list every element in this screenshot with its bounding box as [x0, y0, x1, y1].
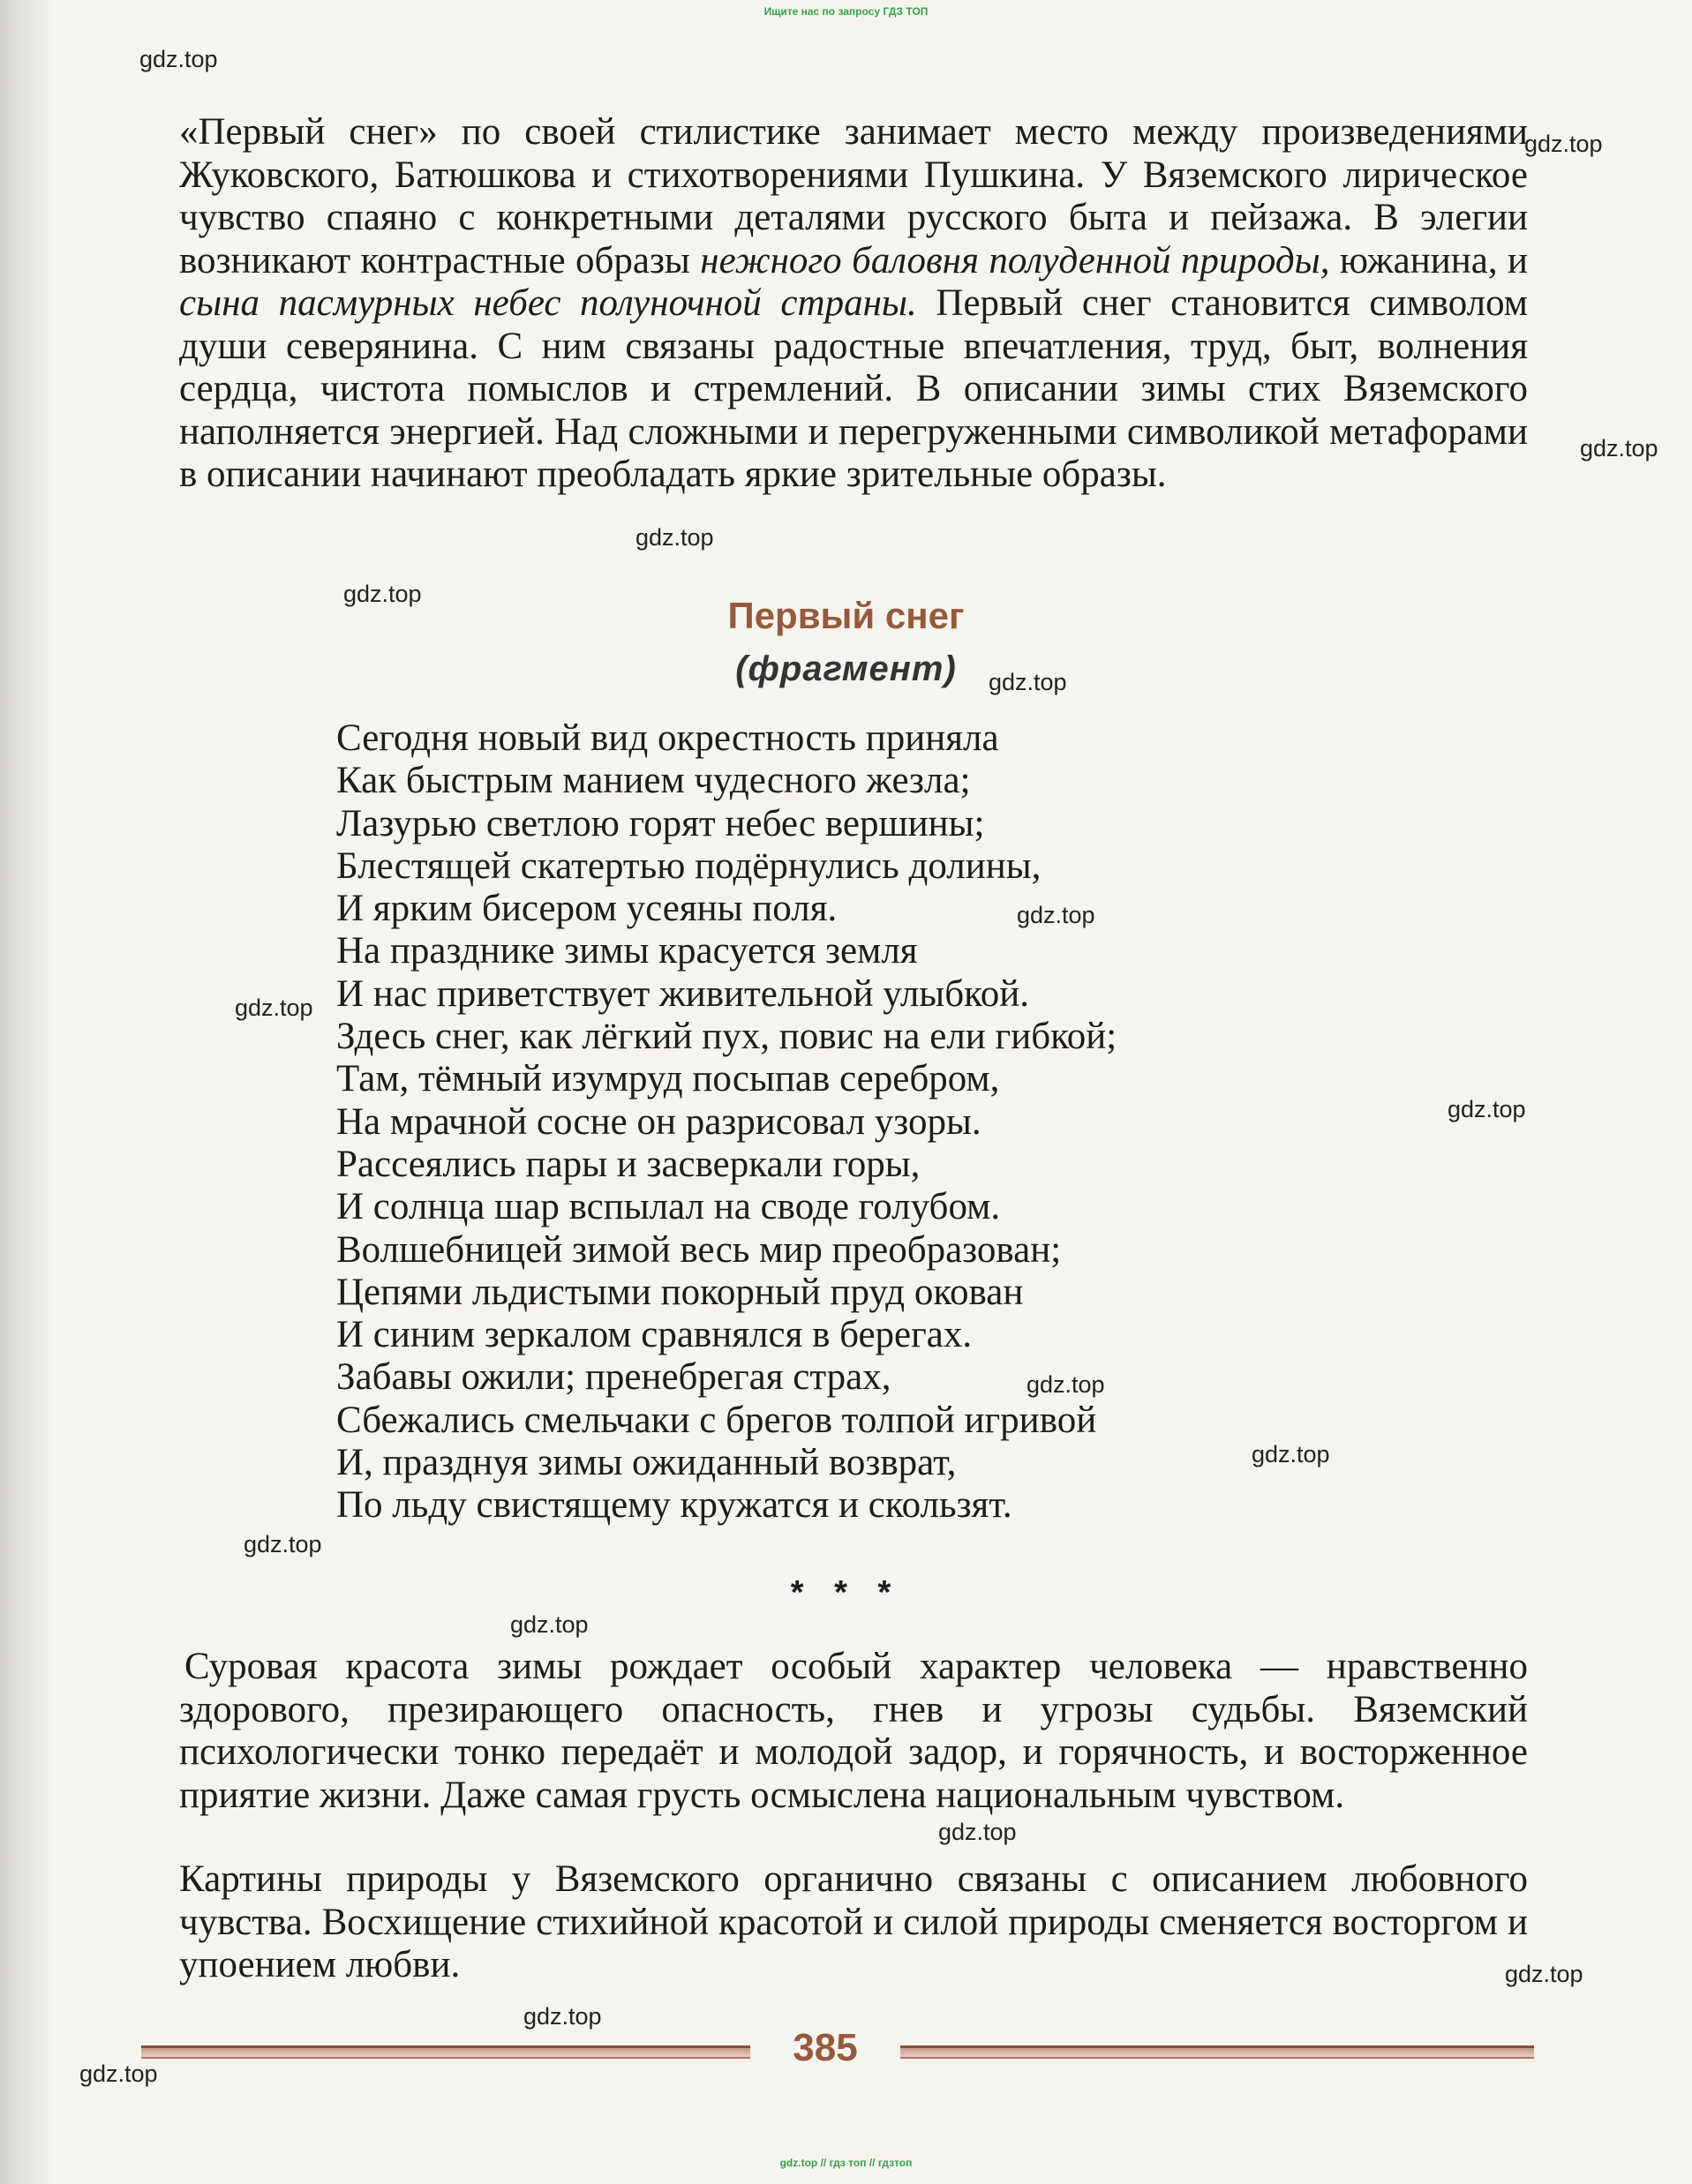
- paragraph-3: Картины природы у Вяземского органично связаны с описанием любовного чувства. Восхищение стихийной красотой и силой природы сменяется восторгом и упоением любви.: [179, 1858, 1528, 1985]
- page-number: 385: [793, 2026, 858, 2069]
- poem-line: Сегодня новый вид окрестность приняла: [336, 717, 999, 759]
- section-separator: * * *: [790, 1574, 902, 1611]
- poem-line: На мрачной сосне он разрисовал узоры.: [336, 1100, 981, 1143]
- poem-subtitle: (фрагмент): [735, 649, 957, 688]
- watermark: gdz.top: [343, 581, 422, 607]
- watermark: gdz.top: [989, 669, 1067, 695]
- watermark: gdz.top: [79, 2060, 158, 2087]
- poem-line: На празднике зимы красуется земля: [336, 930, 918, 972]
- watermark: gdz.top: [1580, 435, 1658, 462]
- poem-line: Лазурью светлою горят небес вершины;: [336, 802, 985, 844]
- watermark: gdz.top: [938, 1819, 1017, 1845]
- poem-line: Там, тёмный изумруд посыпав серебром,: [336, 1058, 1000, 1100]
- page-edge-shadow: [0, 0, 53, 2184]
- intro-italic-2: сына пасмурных небес полуночной страны.: [179, 282, 917, 324]
- poem-line: И ярким бисером усеяны поля.: [336, 888, 838, 930]
- poem-line: Здесь снег, как лёгкий пух, повис на ели гибкой;: [336, 1016, 1117, 1058]
- watermark: gdz.top: [1448, 1096, 1526, 1122]
- watermark: gdz.top: [235, 994, 313, 1021]
- poem-title: Первый снег: [727, 595, 965, 636]
- poem-line: И синим зеркалом сравнялся в берегах.: [336, 1314, 973, 1356]
- intro-paragraph: [179, 111, 1528, 497]
- poem-line: Сбежались смельчаки с брегов толпой игривой: [336, 1399, 1097, 1441]
- poem-line: Волшебницей зимой весь мир преобразован;: [336, 1228, 1062, 1271]
- watermark: gdz.top: [1252, 1441, 1330, 1467]
- watermark: gdz.top: [1505, 1961, 1583, 1987]
- watermark: gdz.top: [523, 2003, 602, 2030]
- watermark: gdz.top: [244, 1531, 322, 1557]
- intro-text-3: Первый снег становится символом души северянина. С ним связаны радостные впечатления, труд, быт, волнения сердца, чистота помыслов и стремлений. В описании зимы стих Вяземского наполняется энергией. Над сложными и перегруженными символикой метафорами в описании начинают преобладать яркие зрительные образы.: [179, 282, 1529, 495]
- poem-line: И нас приветствует живительной улыбкой.: [336, 972, 1030, 1015]
- top-banner: Ищите нас по запросу ГДЗ ТОП: [763, 5, 929, 18]
- watermark: gdz.top: [1026, 1371, 1105, 1398]
- poem-line: Рассеялись пары и засверкали горы,: [336, 1143, 921, 1185]
- poem-line: Как быстрым манием чудесного жезла;: [336, 760, 971, 802]
- paragraph-2: Суровая красота зимы рождает особый характер человека — нравственно здорового, презирающего опасность, гнев и угрозы судьбы. Вяземский психологически тонко передаёт и молодой задор, и горячность, и восторженное приятие жизни. Даже самая грусть осмыслена национальным чувством.: [179, 1646, 1528, 1816]
- poem-body: [336, 717, 1117, 1527]
- poem-line: И солнца шар вспылал на своде голубом.: [336, 1186, 1001, 1228]
- watermark: gdz.top: [510, 1611, 589, 1638]
- watermark: gdz.top: [139, 46, 218, 72]
- intro-text-2: южанина, и: [1329, 239, 1528, 281]
- poem-line: По льду свистящему кружатся и скользят.: [336, 1484, 1012, 1527]
- poem-line: Цепями льдистыми покорный пруд окован: [336, 1271, 1024, 1313]
- footer-rule-left: [141, 2045, 750, 2059]
- poem-line: Блестящей скатертью подёрнулись долины,: [336, 844, 1042, 887]
- intro-text-1: «Первый снег» по своей стилистике занимает место между произведениями Жуковского, Батюшкова и стихотворениями Пушкина. У Вяземского лирическое чувство спаяно с конкретными деталями русского быта и пейзажа. В элегии возникают контрастные образы: [179, 111, 1528, 281]
- bottom-banner: gdz.top // гдз топ // гдзтоп: [779, 2157, 913, 2169]
- footer-rule-right: [900, 2045, 1534, 2059]
- watermark: gdz.top: [1017, 902, 1095, 928]
- watermark: gdz.top: [635, 524, 714, 551]
- poem-line: Забавы ожили; пренебрегая страх,: [336, 1356, 891, 1399]
- intro-italic-1: нежного баловня полуденной природы,: [700, 239, 1330, 281]
- poem-line: И, празднуя зимы ожиданный возврат,: [336, 1442, 957, 1484]
- watermark: gdz.top: [1524, 131, 1603, 157]
